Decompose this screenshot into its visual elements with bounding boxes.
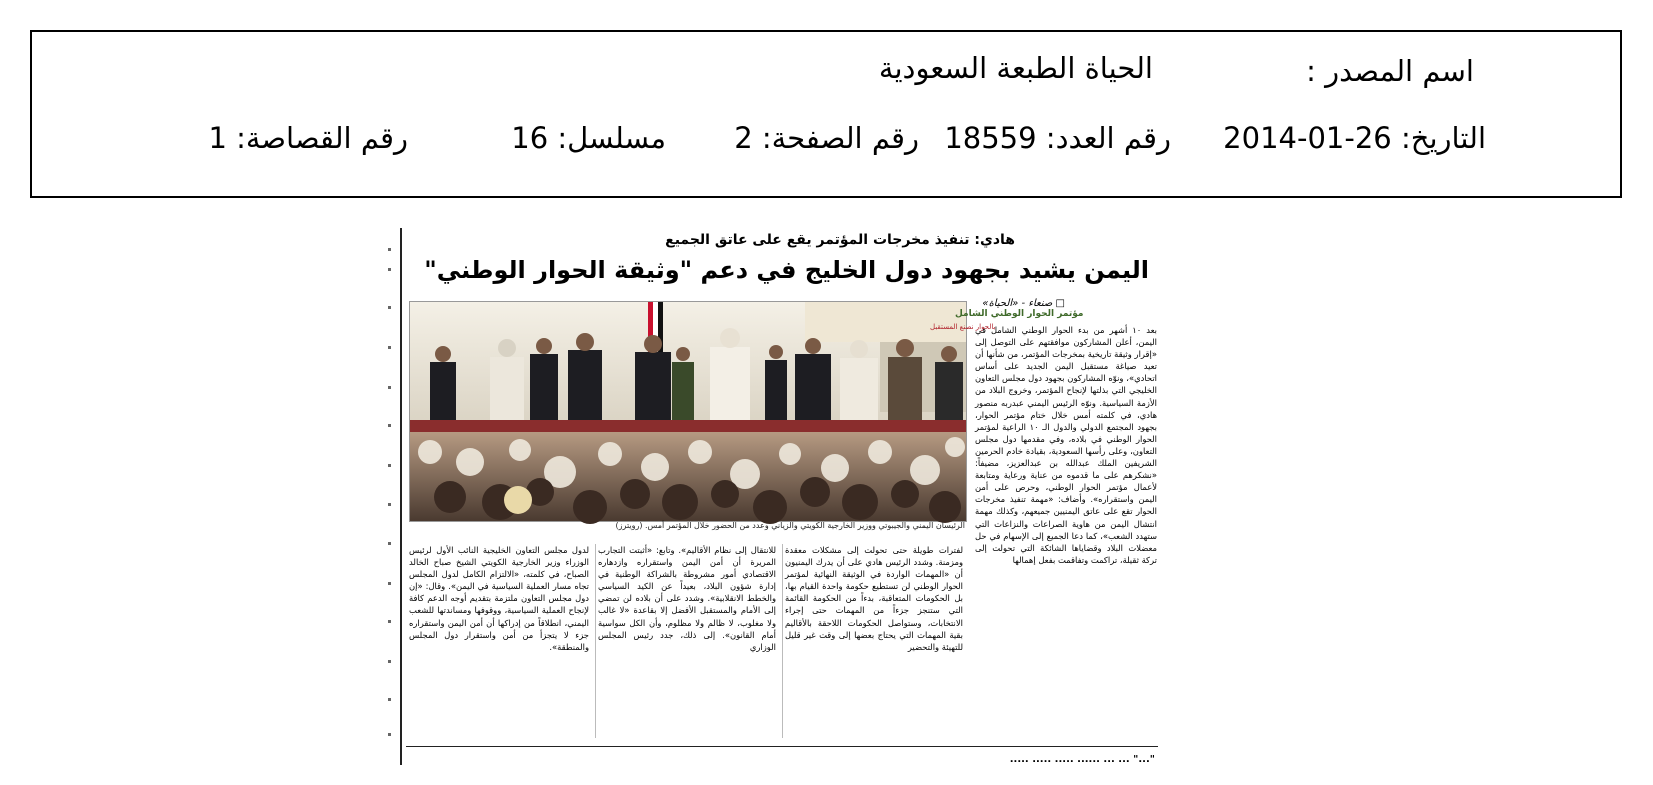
column-separator xyxy=(595,544,596,738)
article-column-1: بعد ١٠ أشهر من بدء الحوار الوطني الشامل في اليمن، أعلن المشاركون موافقتهم على التوصل إلى «إقرار وثيقة تاريخية بمخرجات المؤتمر، من شأنها أن تعيد صياغة مستقبل اليمن الجديد على أساس اتحادي»، ونوّه المشاركون بجهود دول مجلس التعاون الخليجي التي بذلتها لإنجاح المؤتمر، وخروج البلاد من الأزمة السياسية. ونوّه الرئيس اليمني عبدربه منصور هادي، في كلمته أمس خلال ختام مؤتمر الحوار، بجهود المجتمع الدولي والدول الـ ١٠ الراعية لمؤتمر الحوار الوطني في بلاده، وفي مقدمها دول مجلس التعاون، وعلى رأسها السعودية، بقيادة خادم الحرمين الشريفين الملك عبدالله بن عبدالعزيز، مضيفاً: «نشكرهم على ما قدموه من عناية ورعاية ومتابعة لأعمال مؤتمر الحوار الوطني، وحرص على أمن اليمن واستقراره». وأضاف: «مهمة تنفيذ مخرجات الحوار تقع على عاتق اليمنيين جميعهم، وكذلك مهمة انتشال اليمن من هاوية الصراعات والنزاعات التي ستهدد الشعب»، كما دعا الجميع إلى الإسهام في حل معضلات البلاد وقضاياها الشائكة التي تحولت إلى تركة ثقيلة، تراكمت وتفاقمت بفعل إهمالها xyxy=(975,325,1157,565)
banner-title: مؤتمر الحوار الوطني الشامل xyxy=(955,309,1084,319)
column-rule xyxy=(400,228,402,765)
source-label: اسم المصدر : xyxy=(1306,54,1474,88)
article-kicker: هادي: تنفيذ مخرجات المؤتمر يقع على عاتق الجميع xyxy=(665,232,1015,248)
source-value: الحياة الطبعة السعودية xyxy=(878,51,1153,85)
newspaper-clipping xyxy=(400,228,1165,765)
article-byline: □ صنعاء - «الحياة» xyxy=(982,298,1065,309)
issue-number-field: رقم العدد: 18559 xyxy=(944,121,1171,155)
article-column-4: لدول مجلس التعاون الخليجية النائب الأول لرئيس الوزراء وزير الخارجية الكويتي الشيخ صباح الخالد الصباح، في كلمته، «الالتزام الكامل لدول المجلس تجاه مسار العملية السياسية في اليمن». وقال: «إن دول مجلس التعاون ملتزمة بتقديم أوجه الدعم كافة لإنجاح العملية السياسية، ووقوفها ومساندتها للشعب اليمني، انطلاقاً من إدراكها أن أمن اليمن واستقراره جزء لا يتجزأ من أمن واستقرار دول المجلس والمنطقة». xyxy=(409,545,589,652)
article-column-2: لفترات طويلة حتى تحولت إلى مشكلات معقدة ومزمنة. وشدد الرئيس هادي على أن يدرك اليمنيون أن «المهمات الواردة في الوثيقة النهائية لمؤتمر الحوار الوطني لن تستطيع حكومة واحدة القيام بها، بل الحكومات المتعاقبة، بدءاً من الحكومة القائمة التي ستنجز جزءاً من المهمات حتى إجراء الانتخابات، وستواصل الحكومات اللاحقة بالأقاليم بقية المهمات التي يحتاج بعضها إلى وقت غير قليل للتهيئة والتحضير xyxy=(785,545,963,652)
margin-marks xyxy=(388,228,394,765)
clipping-number-field: رقم القصاصة: 1 xyxy=(208,121,408,155)
photo-caption: الرئيسان اليمني والجيبوتي ووزير الخارجية الكويتي والزياني وعدد من الحضور خلال المؤتمر أمس. (رويترز) xyxy=(615,521,965,530)
serial-field: مسلسل: 16 xyxy=(511,121,666,155)
page-number-field: رقم الصفحة: 2 xyxy=(734,121,919,155)
article-headline: اليمن يشيد بجهود دول الخليج في دعم "وثيقة الحوار الوطني" xyxy=(424,256,1149,284)
clipping-header-box xyxy=(30,30,1622,198)
article-column-3: للانتقال إلى نظام الأقاليم». وتابع: «أثبتت التجارب المريرة أن أمن اليمن واستقراره وازدهاره الاقتصادي أمور مشروطة بالشراكة الوطنية في إدارة شؤون البلاد، بعيداً عن الكيد السياسي والخطط الانقلابية». وشدد على أن بلاده لن تمضي إلى الأمام والمستقبل الأفضل إلا بقاعدة «لا غالب ولا مغلوب، لا ظالم ولا مظلوم، وأن الكل سواسية أمام القانون». إلى ذلك، جدد رئيس المجلس الوزاري xyxy=(598,545,776,652)
date-field: التاريخ: 26-01-2014 xyxy=(1223,121,1486,155)
next-article-cutoff: "..." ... ... ...... ..... ..... ..... xyxy=(1009,754,1155,765)
banner-subtitle: بالحوار نصنع المستقبل xyxy=(930,323,996,331)
bottom-divider xyxy=(406,746,1158,747)
column-separator xyxy=(782,544,783,738)
